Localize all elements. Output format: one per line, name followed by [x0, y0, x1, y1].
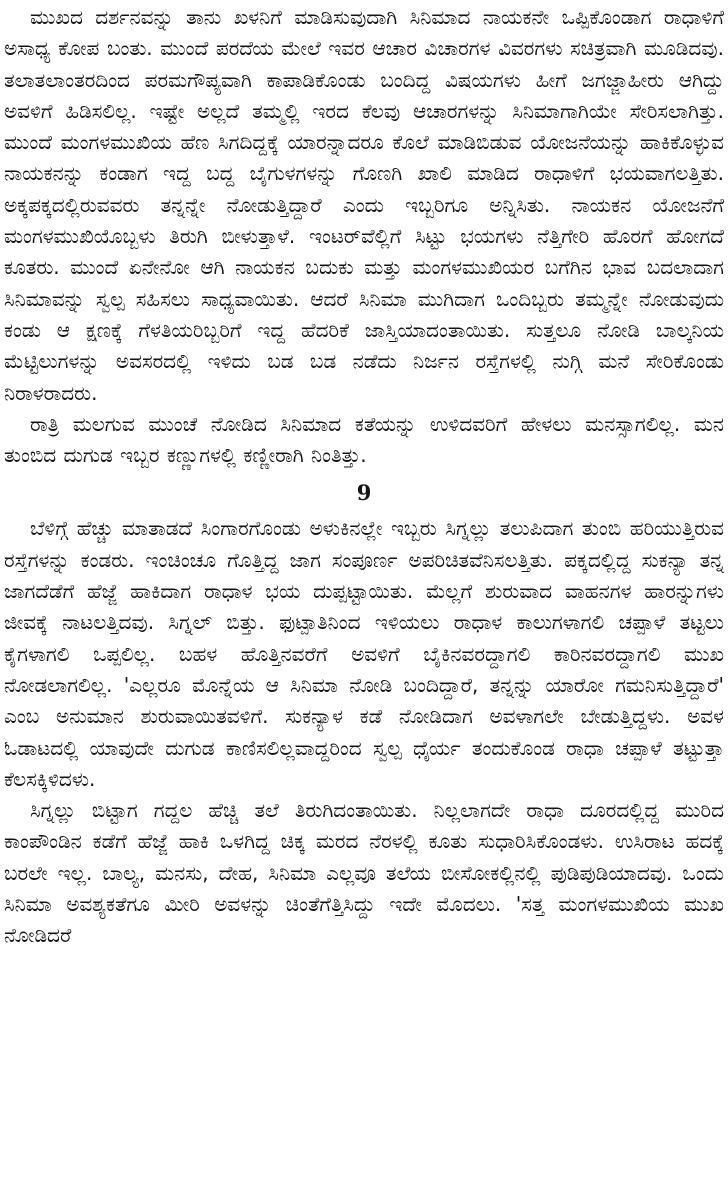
chapter-number: 9 [356, 480, 372, 506]
paragraph-3: ಬೆಳಿಗ್ಗೆ ಹೆಚ್ಚು ಮಾತಾಡದೆ ಸಿಂಗಾರಗೊಂಡು ಅಳುಕಿನಲ್ಲೇ ಇಬ್ಬರು ಸಿಗ್ನಲ್ಲು ತಲುಪಿದಾಗ ತುಂಬಿ ಹರಿಯುತ್ತಿರುವ ರಸ್ತೆಗಳನ್ನು ಕಂಡರು. ಇಂಚಿಂಚೂ ಗೊತ್ತಿದ್ದ ಜಾಗ ಸಂಪೂರ್ಣ ಅಪರಿಚಿತವೆನಿಸಲತ್ತಿತು. ಪಕ್ಕದಲ್ಲಿದ್ದ ಸುಕನ್ಯಾ ತನ್ನ ಜಾಗದೆಡೆಗೆ ಹೆಜ್ಜೆ ಹಾಕಿದಾಗ ರಾಧಾಳ ಭಯ ದುಪ್ಪಟ್ಟಾಯಿತು. ಮೆಲ್ಲಗೆ ಶುರುವಾದ ವಾಹನಗಳ ಹಾರನ್ನುಗಳು ಜೀವಕ್ಕೆ ನಾಟಲತ್ತಿದವು. ಸಿಗ್ನಲ್ ಬಿತ್ತು. ಫುಟ್ಪಾತಿನಿಂದ ಇಳಿಯಲು ರಾಧಾಳ ಕಾಲುಗಳಾಗಲಿ ಚಪ್ಪಾಳೆ ತಟ್ಟಲು ಕೈಗಳಾಗಲಿ ಒಪ್ಪಲಿಲ್ಲ. ಬಹಳ ಹೊತ್ತಿನವರೆಗೆ ಅವಳಿಗೆ ಬೈಕಿನವರದ್ದಾಗಲಿ ಕಾರಿನವರದ್ದಾಗಲಿ ಮುಖ ನೋಡಲಾಗಲಿಲ್ಲ. 'ಎಲ್ಲರೂ ಮೊನ್ನೆಯ ಆ ಸಿನಿಮಾ ನೋಡಿ ಬಂದಿದ್ದಾರೆ, ತನ್ನನ್ನು ಯಾರೋ ಗಮನಿಸುತ್ತಿದ್ದಾರೆ' ಎಂಬ ಅನುಮಾನ ಶುರುವಾಯಿತವಳಿಗೆ. ಸುಕನ್ಯಾಳ ಕಡೆ ನೋಡಿದಾಗ ಅವಳಾಗಲೇ ಬೇಡುತ್ತಿದ್ದಳು. ಅವಳ ಓಡಾಟದಲ್ಲಿ ಯಾವುದೇ ದುಗುಡ ಕಾಣಿಸಲಿಲ್ಲವಾದ್ದರಿಂದ ಸ್ವಲ್ಪ ಧೈರ್ಯ ತಂದುಕೊಂಡ ರಾಧಾ ಚಪ್ಪಾಳೆ ತಟ್ಟುತ್ತಾ ಕೆಲಸಕ್ಕಿಳಿದಳು. [4, 516, 724, 791]
paragraph-1: ಮುಖದ ದರ್ಶನವನ್ನು ತಾನು ಖಳನಿಗೆ ಮಾಡಿಸುವುದಾಗಿ ಸಿನಿಮಾದ ನಾಯಕನೇ ಒಪ್ಪಿಕೊಂಡಾಗ ರಾಧಾಳಿಗೆ ಅಸಾಧ್ಯ ಕೋಪ ಬಂತು. ಮುಂದೆ ಪರದೆಯ ಮೇಲೆ ಇವರ ಆಚಾರ ವಿಚಾರಗಳ ವಿವರಗಳು ಸಚಿತ್ರವಾಗಿ ಮೂಡಿದವು. ತಲಾತಲಾಂತರದಿಂದ ಪರಮಗೌಪ್ಯವಾಗಿ ಕಾಪಾಡಿಕೊಂಡು ಬಂದಿದ್ದ ವಿಷಯಗಳು ಹೀಗೆ ಜಗಜ್ಜಾಹೀರು ಆಗಿದ್ದು ಅವಳಿಗೆ ಹಿಡಿಸಲಿಲ್ಲ. ಇಷ್ಟೇ ಅಲ್ಲದೆ ತಮ್ಮಲ್ಲಿ ಇರದ ಕೆಲವು ಆಚಾರಗಳನ್ನು ಸಿನಿಮಾಗಾಗಿಯೇ ಸೇರಿಸಲಾಗಿತ್ತು. ಮುಂದೆ ಮಂಗಳಮುಖಿಯ ಹೆಣ ಸಿಗದಿದ್ದಕ್ಕೆ ಯಾರನ್ನಾದರೂ ಕೊಲೆ ಮಾಡಿಬಿಡುವ ಯೋಜನೆಯನ್ನು ಹಾಕಿಕೊಳ್ಳುವ ನಾಯಕನನ್ನು ಕಂಡಾಗ ಇದ್ದ ಬದ್ದ ಬೈಗುಳಗಳನ್ನು ಗೊಣಗಿ ಖಾಲಿ ಮಾಡಿದ ರಾಧಾಳಿಗೆ ಭಯವಾಗಲತ್ತಿತು. ಅಕ್ಕಪಕ್ಕದಲ್ಲಿರುವವರು ತನ್ನನ್ನೇ ನೋಡುತ್ತಿದ್ದಾರೆ ಎಂದು ಇಬ್ಬರಿಗೂ ಅನ್ನಿಸಿತು. ನಾಯಕನ ಯೋಜನೆಗೆ ಮಂಗಳಮುಖಿಯೊಬ್ಬಳು ತಿರುಗಿ ಬೀಳುತ್ತಾಳೆ. ಇಂಟರ್‌ವೆಲ್ಲಿಗೆ ಸಿಟ್ಟು ಭಯಗಳು ನೆತ್ತಿಗೇರಿ ಹೊರಗೆ ಹೋಗದೆ ಕೂತರು. ಮುಂದೆ ಏನೇನೋ ಆಗಿ ನಾಯಕನ ಬದುಕು ಮತ್ತು ಮಂಗಳಮುಖಿಯರ ಬಗೆಗಿನ ಭಾವ ಬದಲಾದಾಗ ಸಿನಿಮಾವನ್ನು ಸ್ವಲ್ಪ ಸಹಿಸಲು ಸಾಧ್ಯವಾಯಿತು. ಆದರೆ ಸಿನಿಮಾ ಮುಗಿದಾಗ ಒಂದಿಬ್ಬರು ತಮ್ಮನ್ನೇ ನೋಡುವುದು ಕಂಡು ಆ ಕ್ಷಣಕ್ಕೆ ಗೆಳತಿಯರಿಬ್ಬರಿಗೆ ಇದ್ದ ಹೆದರಿಕೆ ಜಾಸ್ತಿಯಾದಂತಾಯಿತು. ಸುತ್ತಲೂ ನೋಡಿ ಬಾಲ್ಕನಿಯ ಮೆಟ್ಟಿಲುಗಳನ್ನು ಅವಸರದಲ್ಲಿ ಇಳಿದು ಬಡ ಬಡ ನಡೆದು ನಿರ್ಜನ ರಸ್ತೆಗಳಲ್ಲಿ ನುಗ್ಗಿ ಮನೆ ಸೇರಿಕೊಂಡು ನಿರಾಳರಾದರು. [4, 5, 724, 405]
paragraph-4: ಸಿಗ್ನಲ್ಲು ಬಿಟ್ಟಾಗ ಗದ್ದಲ ಹೆಚ್ಚಿ ತಲೆ ತಿರುಗಿದಂತಾಯಿತು. ನಿಲ್ಲಲಾಗದೇ ರಾಧಾ ದೂರದಲ್ಲಿದ್ದ ಮುರಿದ ಕಾಂಪೌಂಡಿನ ಕಡೆಗೆ ಹೆಜ್ಜೆ ಹಾಕಿ ಒಳಗಿದ್ದ ಚಿಕ್ಕ ಮರದ ನೆರಳಲ್ಲಿ ಕೂತು ಸುಧಾರಿಸಿಕೊಂಡಳು. ಉಸಿರಾಟ ಹದಕ್ಕೆ ಬರಲೇ ಇಲ್ಲ. ಬಾಲ್ಯ, ಮನಸು, ದೇಹ, ಸಿನಿಮಾ ಎಲ್ಲವೂ ತಲೆಯ ಬೀಸೋಕಲ್ಲಿನಲ್ಲಿ ಪುಡಿಪುಡಿಯಾದವು. ಒಂದು ಸಿನಿಮಾ ಅವಶ್ಯಕತೆಗೂ ಮೀರಿ ಅವಳನ್ನು ಚಿಂತೆಗೆತ್ತಿಸಿದ್ದು ಇದೇ ಮೊದಲು. 'ಸತ್ತ ಮಂಗಳಮುಖಿಯ ಮುಖ ನೋಡಿದರೆ [4, 798, 724, 948]
paragraph-2: ರಾತ್ರಿ ಮಲಗುವ ಮುಂಚೆ ನೋಡಿದ ಸಿನಿಮಾದ ಕತೆಯನ್ನು ಉಳಿದವರಿಗೆ ಹೇಳಲು ಮನಸ್ಸಾಗಲಿಲ್ಲ. ಮನ ತುಂಬಿದ ದುಗುಡ ಇಬ್ಬರ ಕಣ್ಣುಗಳಲ್ಲಿ ಕಣ್ಣೀರಾಗಿ ನಿಂತಿತ್ತು. [4, 411, 724, 468]
